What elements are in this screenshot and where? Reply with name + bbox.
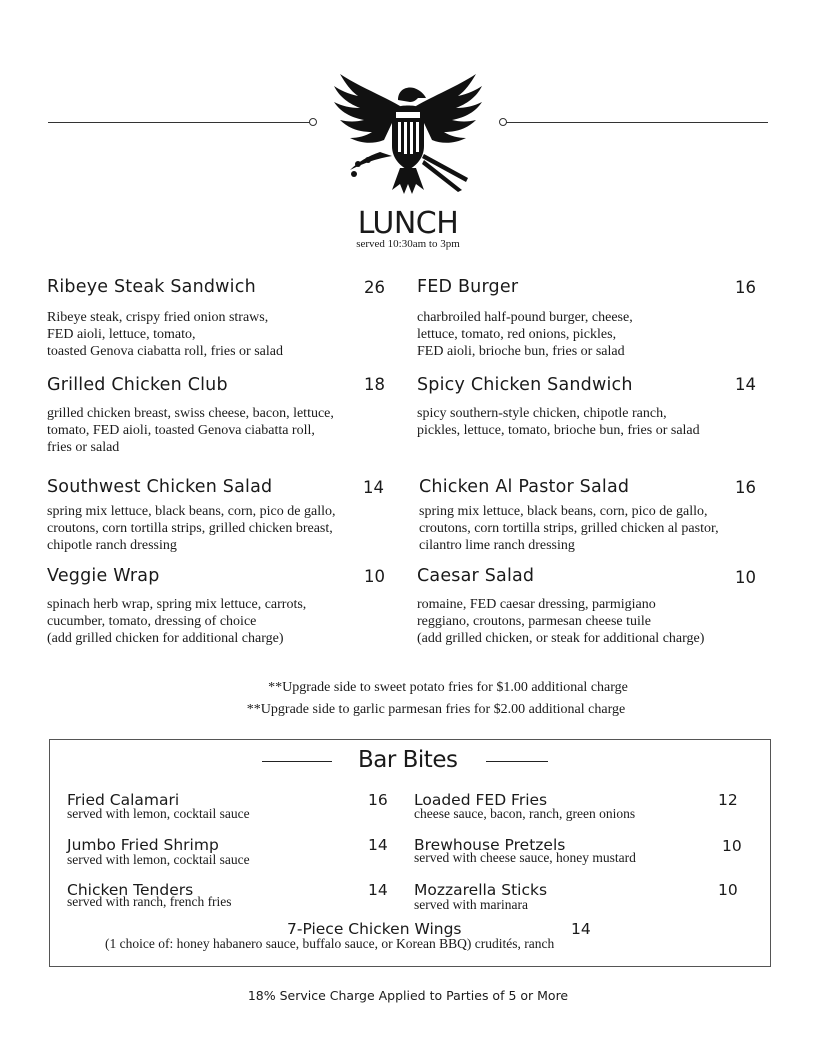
item-name: Veggie Wrap <box>47 566 160 586</box>
item-price: 26 <box>364 278 385 297</box>
upgrade-note: **Upgrade side to sweet potato fries for $1.00 additional charge <box>268 680 628 695</box>
item-description: spinach herb wrap, spring mix lettuce, carrots, cucumber, tomato, dressing of choice (add grilled chicken for additional charge) <box>47 597 307 646</box>
bar-item-price: 10 <box>722 837 742 855</box>
item-name: Spicy Chicken Sandwich <box>417 375 633 395</box>
menu-subtitle: served 10:30am to 3pm <box>356 238 460 250</box>
bar-bites-rule-left <box>262 761 332 762</box>
item-name: Southwest Chicken Salad <box>47 477 273 497</box>
bar-item-price: 14 <box>368 881 388 899</box>
bar-bites-title: Bar Bites <box>358 747 458 773</box>
item-description: charbroiled half-pound burger, cheese, lettuce, tomato, red onions, pickles, FED aioli, brioche bun, fries or salad <box>417 310 633 359</box>
bar-item-description: served with marinara <box>414 897 528 912</box>
header-rule-right-end <box>499 118 507 126</box>
upgrade-note: **Upgrade side to garlic parmesan fries for $2.00 additional charge <box>246 702 626 717</box>
item-price: 10 <box>364 567 385 586</box>
bar-item-name: Jumbo Fried Shrimp <box>67 836 219 854</box>
bar-item-description: (1 choice of: honey habanero sauce, buffalo sauce, or Korean BBQ) crudités, ranch <box>105 936 555 951</box>
bar-item-name: Mozzarella Sticks <box>414 881 548 899</box>
bar-bites-rule-right <box>486 761 548 762</box>
item-price: 18 <box>364 375 385 394</box>
item-price: 16 <box>735 278 756 297</box>
menu-title: LUNCH <box>357 206 459 241</box>
item-name: Ribeye Steak Sandwich <box>47 277 256 297</box>
bar-item-description: served with lemon, cocktail sauce <box>67 852 250 867</box>
bar-item-description: cheese sauce, bacon, ranch, green onions <box>414 806 636 821</box>
item-name: Grilled Chicken Club <box>47 375 228 395</box>
bar-item-price: 14 <box>571 920 591 938</box>
header-rule-right <box>506 122 768 123</box>
bar-bites-panel <box>49 739 771 967</box>
bar-item-description: served with lemon, cocktail sauce <box>67 806 250 821</box>
eagle-emblem-icon <box>328 66 488 198</box>
bar-item-description: served with cheese sauce, honey mustard <box>414 850 636 865</box>
bar-item-name: Loaded FED Fries <box>414 791 548 809</box>
bar-item-price: 12 <box>718 791 738 809</box>
bar-item-name: Brewhouse Pretzels <box>414 836 566 854</box>
item-description: spring mix lettuce, black beans, corn, pico de gallo, croutons, corn tortilla strips, grilled chicken breast, chipotle ranch dressing <box>47 504 336 553</box>
item-description: spicy southern-style chicken, chipotle ranch, pickles, lettuce, tomato, brioche bun, fries or salad <box>417 406 700 438</box>
item-price: 16 <box>735 478 756 497</box>
bar-item-name: Chicken Tenders <box>67 881 194 899</box>
item-description: Ribeye steak, crispy fried onion straws, FED aioli, lettuce, tomato, toasted Genova ciabatta roll, fries or salad <box>47 310 283 359</box>
header-rule-left-end <box>309 118 317 126</box>
bar-item-name: Fried Calamari <box>67 791 180 809</box>
service-charge-note: 18% Service Charge Applied to Parties of 5 or More <box>247 988 569 1003</box>
item-description: spring mix lettuce, black beans, corn, pico de gallo, croutons, corn tortilla strips, grilled chicken al pastor, cilantro lime ranch dressing <box>419 504 719 553</box>
bar-item-price: 10 <box>718 881 738 899</box>
item-description: grilled chicken breast, swiss cheese, bacon, lettuce, tomato, FED aioli, toasted Genova ciabatta roll, fries or salad <box>47 406 334 455</box>
item-price: 14 <box>735 375 756 394</box>
item-description: romaine, FED caesar dressing, parmigiano reggiano, croutons, parmesan cheese tuile (add grilled chicken, or steak for additional charge) <box>417 597 705 646</box>
item-price: 14 <box>363 478 384 497</box>
header-rule-left <box>48 122 310 123</box>
bar-item-price: 14 <box>368 836 388 854</box>
item-name: Chicken Al Pastor Salad <box>419 477 630 497</box>
item-price: 10 <box>735 568 756 587</box>
bar-item-description: served with ranch, french fries <box>67 894 232 909</box>
item-name: Caesar Salad <box>417 566 535 586</box>
bar-item-name: 7-Piece Chicken Wings <box>287 920 462 938</box>
bar-item-price: 16 <box>368 791 388 809</box>
item-name: FED Burger <box>417 277 519 297</box>
